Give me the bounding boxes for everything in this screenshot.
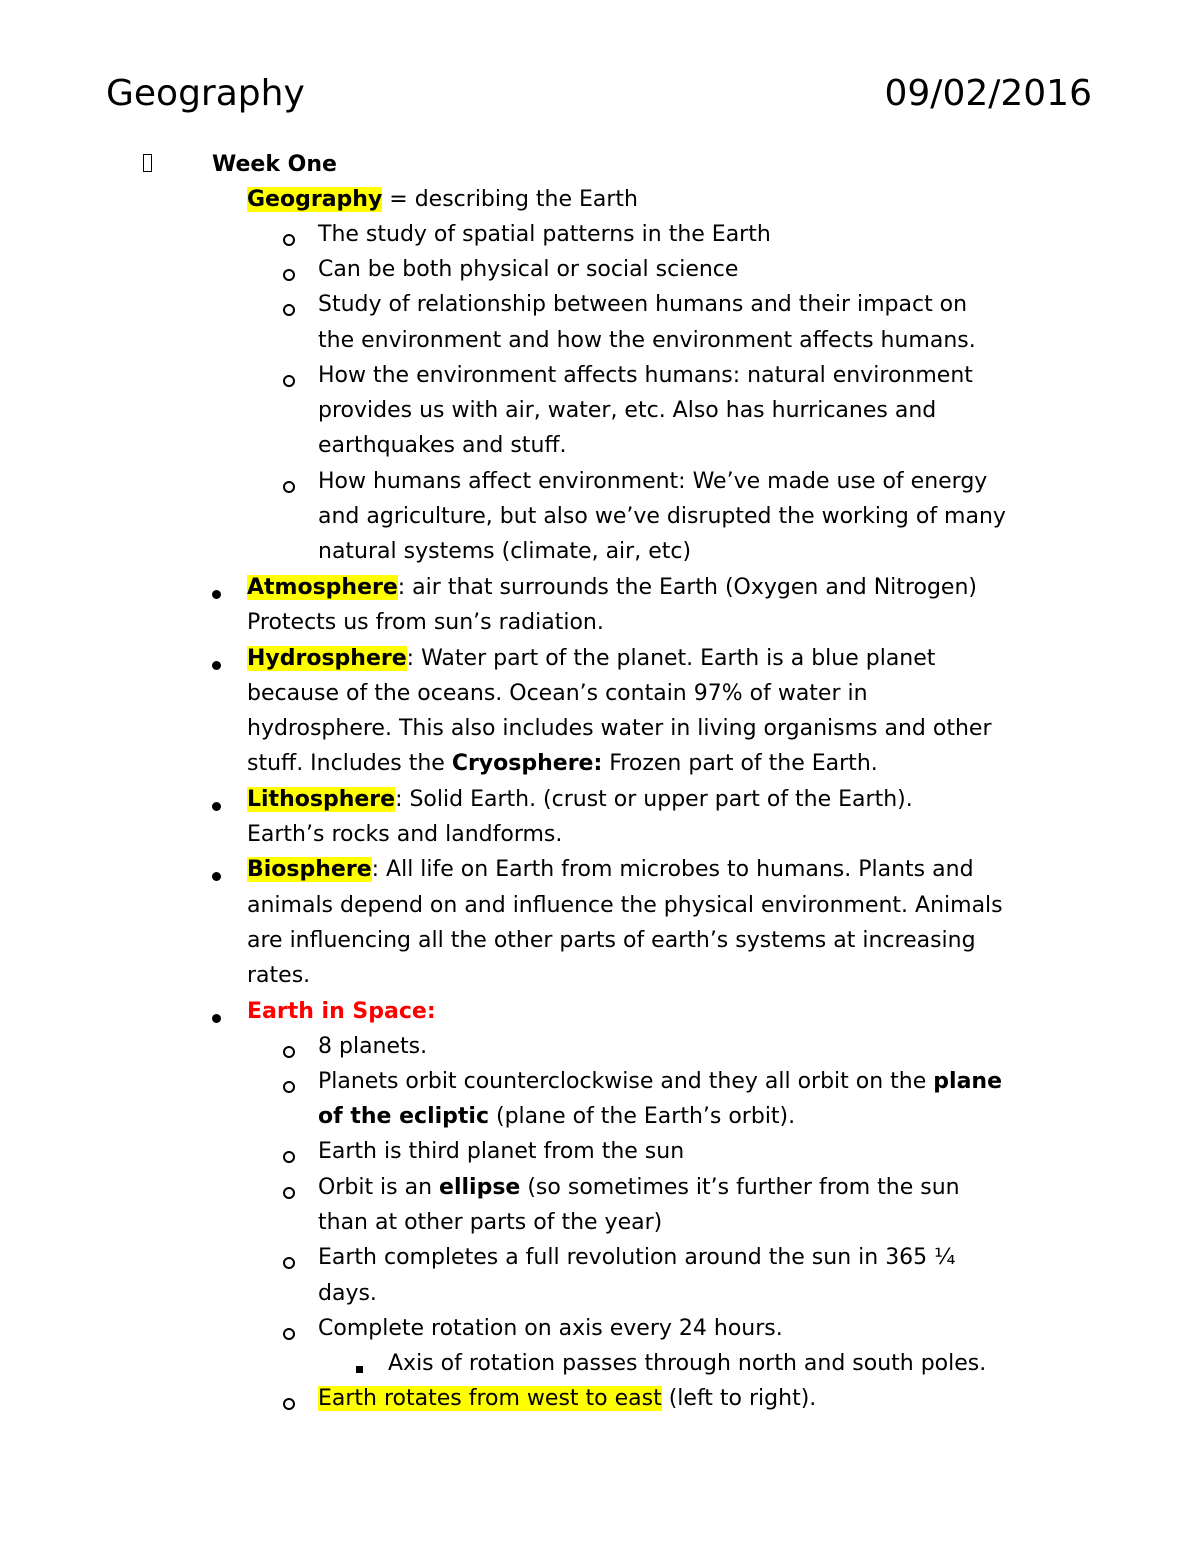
rotation-highlight: Earth rotates from west to east bbox=[318, 1386, 662, 1411]
disc-bullet-icon bbox=[212, 1008, 221, 1027]
list-item: How humans affect environment: We’ve made use of energy bbox=[318, 469, 988, 494]
circle-bullet-icon bbox=[283, 372, 295, 391]
circle-bullet-icon bbox=[283, 1043, 295, 1062]
hydrosphere-continuation bbox=[247, 749, 878, 779]
hydrosphere-term: Hydrosphere bbox=[247, 646, 407, 671]
orbit-text: Planets orbit counterclockwise and they all orbit on the bbox=[318, 1069, 934, 1094]
ellipse-pre: Orbit is an bbox=[318, 1175, 440, 1200]
biosphere-text: : All life on Earth from microbes to humans. Plants and bbox=[371, 857, 974, 882]
list-item-continuation: days. bbox=[318, 1281, 377, 1306]
ecliptic-text: (plane of the Earth’s orbit). bbox=[489, 1104, 796, 1129]
circle-bullet-icon bbox=[283, 266, 295, 285]
disc-bullet-icon bbox=[212, 866, 221, 885]
biosphere-continuation: animals depend on and influence the physical environment. Animals bbox=[247, 893, 1003, 918]
list-item: The study of spatial patterns in the Earth bbox=[318, 222, 771, 247]
atmosphere-continuation: Protects us from sun’s radiation. bbox=[247, 610, 604, 635]
circle-bullet-icon bbox=[283, 1254, 295, 1273]
hydrosphere-continuation: because of the oceans. Ocean’s contain 97% of water in bbox=[247, 681, 868, 706]
lithosphere-text: : Solid Earth. (crust or upper part of the Earth). bbox=[395, 787, 913, 812]
list-item: Study of relationship between humans and their impact on bbox=[318, 292, 968, 317]
document-title: Geography bbox=[106, 73, 305, 114]
list-item: Can be both physical or social science bbox=[318, 257, 739, 282]
biosphere-continuation: are influencing all the other parts of earth’s systems at increasing bbox=[247, 928, 976, 953]
list-item: Complete rotation on axis every 24 hours. bbox=[318, 1316, 783, 1341]
list-item bbox=[318, 1173, 960, 1203]
circle-bullet-icon bbox=[283, 478, 295, 497]
list-item-continuation bbox=[318, 1102, 795, 1132]
ellipse-text: (so sometimes it’s further from the sun bbox=[520, 1175, 960, 1200]
list-item: Earth is third planet from the sun bbox=[318, 1139, 685, 1164]
atmosphere-text: : air that surrounds the Earth (Oxygen and Nitrogen) bbox=[397, 575, 977, 600]
disc-bullet-icon bbox=[212, 655, 221, 674]
lithosphere-continuation: Earth’s rocks and landforms. bbox=[247, 822, 563, 847]
list-item-continuation: the environment and how the environment affects humans. bbox=[318, 328, 976, 353]
circle-bullet-icon bbox=[283, 1148, 295, 1167]
biosphere-continuation: rates. bbox=[247, 963, 311, 988]
list-item-continuation: earthquakes and stuff. bbox=[318, 433, 567, 458]
hydrosphere-text: : Water part of the planet. Earth is a blue planet bbox=[406, 646, 936, 671]
earth-in-space-heading: Earth in Space: bbox=[247, 999, 436, 1024]
missing-glyph-icon bbox=[143, 154, 152, 176]
circle-bullet-icon bbox=[283, 301, 295, 320]
sub-list-item: Axis of rotation passes through north and south poles. bbox=[388, 1351, 987, 1376]
atmosphere-term: Atmosphere bbox=[247, 575, 398, 600]
hydrosphere-continuation: hydrosphere. This also includes water in living organisms and other bbox=[247, 716, 992, 741]
plane-term: plane bbox=[933, 1069, 1002, 1094]
week-heading: Week One bbox=[212, 152, 337, 177]
hydrosphere-line4-text: stuff. Includes the bbox=[247, 751, 452, 776]
circle-bullet-icon bbox=[283, 231, 295, 250]
hydrosphere-item bbox=[247, 644, 935, 674]
cryosphere-term: Cryosphere: bbox=[451, 751, 603, 776]
ellipse-term: ellipse bbox=[439, 1175, 521, 1200]
circle-bullet-icon bbox=[283, 1184, 295, 1203]
list-item-continuation: natural systems (climate, air, etc) bbox=[318, 539, 692, 564]
list-item-continuation: and agriculture, but also we’ve disrupted the working of many bbox=[318, 504, 1006, 529]
square-bullet-icon bbox=[356, 1358, 363, 1377]
atmosphere-item bbox=[247, 573, 977, 603]
circle-bullet-icon bbox=[283, 1325, 295, 1344]
ecliptic-term: of the ecliptic bbox=[318, 1104, 489, 1129]
lithosphere-term: Lithosphere bbox=[247, 787, 396, 812]
cryosphere-text: Frozen part of the Earth. bbox=[602, 751, 878, 776]
circle-bullet-icon bbox=[283, 1078, 295, 1097]
geography-term: Geography bbox=[247, 187, 383, 212]
lithosphere-item bbox=[247, 785, 913, 815]
document-date: 09/02/2016 bbox=[884, 73, 1092, 114]
rotation-text: (left to right). bbox=[661, 1386, 817, 1411]
list-item-continuation: than at other parts of the year) bbox=[318, 1210, 663, 1235]
list-item: 8 planets. bbox=[318, 1034, 428, 1059]
list-item bbox=[318, 1384, 816, 1414]
list-item bbox=[318, 1067, 1002, 1097]
circle-bullet-icon bbox=[283, 1395, 295, 1414]
geography-definition bbox=[247, 185, 638, 215]
biosphere-term: Biosphere bbox=[247, 857, 372, 882]
list-item-continuation: provides us with air, water, etc. Also has hurricanes and bbox=[318, 398, 937, 423]
disc-bullet-icon bbox=[212, 796, 221, 815]
disc-bullet-icon bbox=[212, 584, 221, 603]
geography-def-text: = describing the Earth bbox=[382, 187, 639, 212]
biosphere-item bbox=[247, 855, 974, 885]
list-item: Earth completes a full revolution around the sun in 365 ¼ bbox=[318, 1245, 956, 1270]
list-item: How the environment affects humans: natural environment bbox=[318, 363, 973, 388]
